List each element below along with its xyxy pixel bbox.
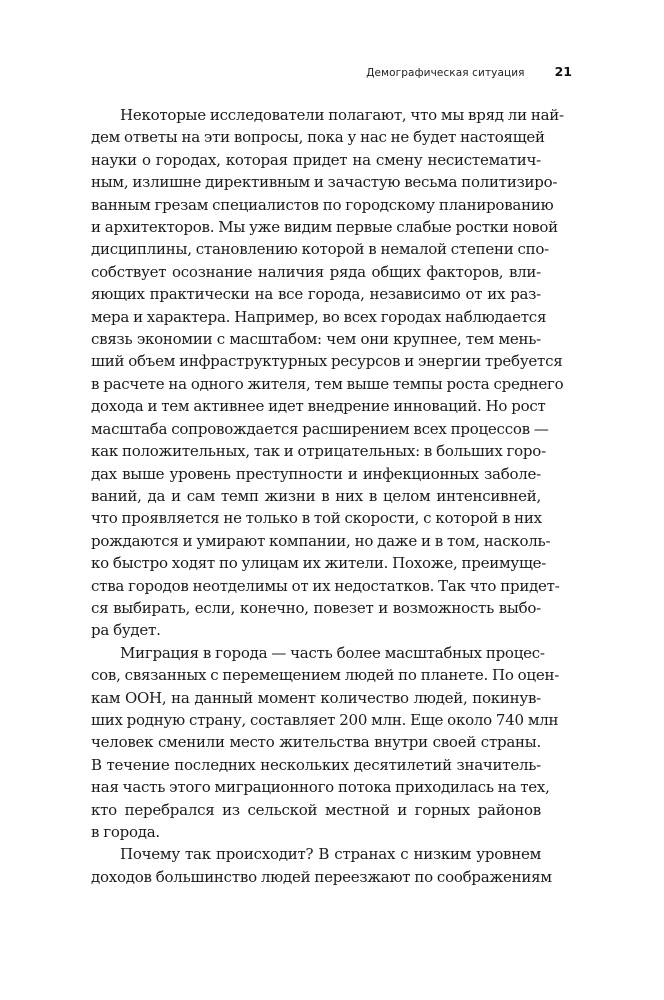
text-line: кам ООН, на данный момент количество людей, покинув- (91, 688, 541, 707)
text-line: Некоторые исследователи полагают, что мы вряд ли най- (120, 106, 564, 124)
text-line: рождаются и умирают компании, но даже и в том, насколь- (91, 531, 551, 550)
text-line: человек сменили место жительства внутри своей страны. (91, 733, 541, 752)
text-line: дисциплины, становлению которой в немалой степени спо- (91, 240, 549, 259)
text-line: ся выбирать, если, конечно, повезет и возможность выбо- (91, 598, 541, 617)
text-line: Миграция в города — часть более масштабных процес- (120, 643, 545, 662)
paragraph (91, 642, 560, 844)
text-line: яющих практически на все города, независимо от их раз- (91, 285, 541, 304)
text-line: науки о городах, которая придет на смену несистематич- (91, 150, 541, 169)
text-line: в расчете на одного жителя, тем выше темпы роста среднего (91, 374, 564, 393)
text-line: дохода и тем активнее идет внедрение инноваций. Но рост (91, 397, 546, 416)
text-line: связь экономии с масштабом: чем они крупнее, тем мень- (91, 330, 541, 349)
text-line: сов, связанных с перемещением людей по планете. По оцен- (91, 666, 560, 685)
text-line: ко быстро ходят по улицам их жители. Похоже, преимуще- (91, 554, 547, 573)
text-line: ным, излишне директивным и зачастую весьма политизиро- (91, 173, 558, 192)
text-line: ства городов неотделимы от их недостатков. Так что придет- (91, 576, 560, 595)
running-header (366, 64, 572, 79)
text-line: ваний, да и сам темп жизни в них в целом интенсивней, (91, 486, 541, 505)
text-line: мера и характера. Например, во всех городах наблюдается (91, 307, 547, 326)
text-line: ванным грезам специалистов по городскому планированию (91, 195, 554, 214)
text-line: как положительных, так и отрицательных: в больших горо- (91, 442, 546, 461)
page-number: 21 (554, 64, 572, 79)
text-line: Почему так происходит? В странах с низким уровнем (120, 845, 541, 864)
text-line: и архитекторов. Мы уже видим первые слабые ростки новой (91, 218, 558, 237)
text-line: ших родную страну, составляет 200 млн. Еще около 740 млн (91, 710, 559, 729)
text-line: ра будет. (91, 621, 161, 640)
text-line: доходов большинство людей переезжают по соображениям (91, 867, 552, 886)
text-line: дем ответы на эти вопросы, пока у нас не будет настоящей (91, 128, 545, 147)
body-text (91, 104, 564, 888)
text-line: в города. (91, 823, 160, 841)
text-line: что проявляется не только в той скорости, с которой в них (91, 509, 542, 528)
text-line: ший объем инфраструктурных ресурсов и энергии требуется (91, 352, 563, 371)
paragraph (91, 104, 564, 642)
text-line: В течение последних нескольких десятилетий значитель- (91, 755, 541, 774)
text-line: ная часть этого миграционного потока приходилась на тех, (91, 778, 550, 797)
text-line: кто перебрался из сельской местной и горных районов (91, 800, 541, 819)
text-line: собствует осознание наличия ряда общих факторов, вли- (91, 262, 541, 281)
text-line: масштаба сопровождается расширением всех процессов — (91, 419, 549, 438)
text-line: дах выше уровень преступности и инфекционных заболе- (91, 464, 541, 483)
section-title: Демографическая ситуация (366, 67, 525, 79)
paragraph (91, 843, 552, 888)
